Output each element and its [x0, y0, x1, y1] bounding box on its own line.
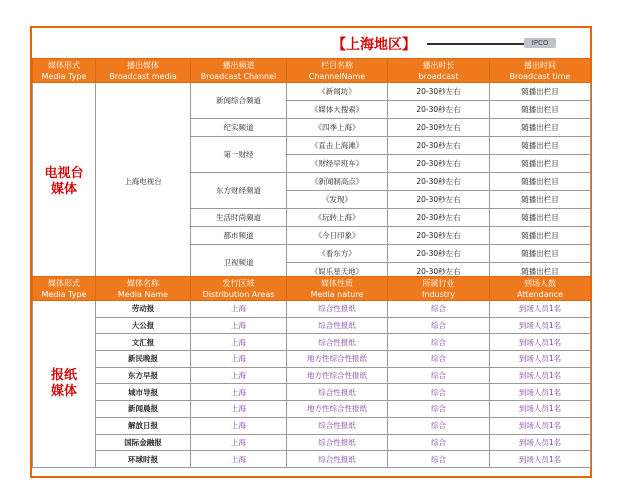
np-name-cell: 国际金融报 — [96, 434, 191, 451]
tv-channel-cell: 生活时尚频道 — [191, 209, 287, 227]
tv-duration-cell: 20-30秒左右 — [388, 173, 490, 191]
tv-time-cell: 随播出栏目 — [490, 155, 591, 173]
newspaper-media-table — [32, 276, 591, 468]
tv-program-cell: 《四季上海》 — [287, 119, 388, 137]
np-header-cell — [96, 277, 191, 301]
tv-duration-cell: 20-30秒左右 — [388, 263, 490, 281]
np-name-cell: 环球时报 — [96, 451, 191, 468]
tv-duration-cell: 20-30秒左右 — [388, 83, 490, 101]
tv-header-cell — [96, 59, 191, 83]
tv-time-cell: 随播出栏目 — [490, 119, 591, 137]
header-label-en: Media nature — [310, 289, 364, 299]
np-table-row — [33, 384, 591, 401]
tv-table-row — [33, 83, 591, 101]
category-label-line: 媒体 — [50, 383, 77, 399]
np-area-cell: 上海 — [191, 367, 287, 384]
tv-header-cell — [33, 59, 96, 83]
tv-channel-cell: 新闻综合频道 — [191, 83, 287, 119]
np-area-cell: 上海 — [191, 317, 287, 334]
tv-channel-cell: 纪实频道 — [191, 119, 287, 137]
tv-time-cell: 随播出栏目 — [490, 137, 591, 155]
np-header-row — [33, 277, 591, 301]
np-name-cell: 新闻晨报 — [96, 401, 191, 418]
np-name-cell: 解放日报 — [96, 417, 191, 434]
tv-time-cell: 随播出栏目 — [490, 263, 591, 281]
tv-time-cell: 随播出栏目 — [490, 227, 591, 245]
np-attendance-cell: 到场人员1名 — [490, 317, 591, 334]
tv-time-cell: 随播出栏目 — [490, 209, 591, 227]
np-name-cell: 新民晚报 — [96, 351, 191, 368]
header-label-en: Industry — [422, 289, 455, 299]
np-nature-cell: 综合性报纸 — [287, 451, 388, 468]
tv-program-cell: 《直击上海滩》 — [287, 137, 388, 155]
tv-category-cell — [33, 83, 96, 281]
header-label-zh: 媒体性质 — [321, 278, 353, 288]
np-table-row — [33, 301, 591, 318]
tv-program-cell: 《娱乐星天地》 — [287, 263, 388, 281]
tv-program-cell: 《发现》 — [287, 191, 388, 209]
np-table-row — [33, 401, 591, 418]
np-name-cell: 城市导报 — [96, 384, 191, 401]
np-nature-cell: 地方性综合性报纸 — [287, 401, 388, 418]
tv-duration-cell: 20-30秒左右 — [388, 137, 490, 155]
np-nature-cell: 综合性报纸 — [287, 301, 388, 318]
np-table-row — [33, 317, 591, 334]
tv-channel-cell: 都市频道 — [191, 227, 287, 245]
tv-header-cell — [287, 59, 388, 83]
np-attendance-cell: 到场人员1名 — [490, 367, 591, 384]
np-area-cell: 上海 — [191, 417, 287, 434]
np-nature-cell: 综合性报纸 — [287, 384, 388, 401]
np-table-row — [33, 451, 591, 468]
np-header-cell — [33, 277, 96, 301]
np-attendance-cell: 到场人员1名 — [490, 451, 591, 468]
tv-channel-cell: 第一财经 — [191, 137, 287, 173]
header-label-en: Distribution Areas — [202, 289, 275, 299]
np-header-cell — [191, 277, 287, 301]
header-label-en: Media Type — [41, 289, 87, 299]
np-industry-cell: 综合 — [388, 301, 490, 318]
tv-program-cell: 《新闻制高点》 — [287, 173, 388, 191]
category-label-line: 电视台 — [44, 165, 84, 181]
np-industry-cell: 综合 — [388, 434, 490, 451]
tv-media-table — [32, 58, 591, 281]
page-title: 【上海地区】 — [332, 37, 416, 53]
np-attendance-cell: 到场人员1名 — [490, 384, 591, 401]
tv-duration-cell: 20-30秒左右 — [388, 245, 490, 263]
tv-time-cell: 随播出栏目 — [490, 173, 591, 191]
np-area-cell: 上海 — [191, 334, 287, 351]
tv-time-cell: 随播出栏目 — [490, 101, 591, 119]
np-attendance-cell: 到场人员1名 — [490, 434, 591, 451]
header-label-zh: 栏目名称 — [321, 60, 353, 70]
tv-duration-cell: 20-30秒左右 — [388, 155, 490, 173]
np-area-cell: 上海 — [191, 434, 287, 451]
tv-header-cell — [490, 59, 591, 83]
header-label-zh: 到场人数 — [524, 278, 556, 288]
np-industry-cell: 综合 — [388, 417, 490, 434]
title-underline — [427, 43, 527, 45]
np-header-cell — [388, 277, 490, 301]
tv-header-cell — [388, 59, 490, 83]
header-label-zh: 媒体名称 — [127, 278, 159, 288]
np-area-cell: 上海 — [191, 401, 287, 418]
header-label-en: Broadcast time — [509, 71, 571, 81]
header-label-zh: 播出媒体 — [127, 60, 159, 70]
np-header-cell — [287, 277, 388, 301]
title-bar — [32, 28, 590, 58]
header-label-en: Media Name — [117, 289, 169, 299]
np-nature-cell: 综合性报纸 — [287, 317, 388, 334]
np-nature-cell: 综合性报纸 — [287, 434, 388, 451]
tv-media-name-cell: 上海电视台 — [96, 83, 191, 281]
tv-channel-cell: 卫视频道 — [191, 245, 287, 281]
np-nature-cell: 地方性综合性报纸 — [287, 351, 388, 368]
np-attendance-cell: 到场人员1名 — [490, 351, 591, 368]
np-industry-cell: 综合 — [388, 334, 490, 351]
np-attendance-cell: 到场人员1名 — [490, 301, 591, 318]
np-area-cell: 上海 — [191, 301, 287, 318]
tv-time-cell: 随播出栏目 — [490, 83, 591, 101]
np-area-cell: 上海 — [191, 384, 287, 401]
np-table-row — [33, 417, 591, 434]
np-table-row — [33, 367, 591, 384]
np-table-row — [33, 351, 591, 368]
header-label-en: Broadcast media — [109, 71, 177, 81]
tv-duration-cell: 20-30秒左右 — [388, 209, 490, 227]
np-name-cell: 劳动报 — [96, 301, 191, 318]
np-nature-cell: 地方性综合性报纸 — [287, 367, 388, 384]
header-label-en: Broadcast Channel — [200, 71, 277, 81]
tv-duration-cell: 20-30秒左右 — [388, 119, 490, 137]
header-label-zh: 播出时间 — [524, 60, 556, 70]
header-label-en: broadcast — [418, 71, 459, 81]
np-name-cell: 大公报 — [96, 317, 191, 334]
header-label-zh: 发行区域 — [222, 278, 255, 288]
tv-header-row — [33, 59, 591, 83]
np-attendance-cell: 到场人员1名 — [490, 334, 591, 351]
np-header-cell — [490, 277, 591, 301]
tv-program-cell: 《玩转上海》 — [287, 209, 388, 227]
document-frame — [30, 26, 592, 478]
tv-header-cell — [191, 59, 287, 83]
tv-program-cell: 《新闻坊》 — [287, 83, 388, 101]
tv-duration-cell: 20-30秒左右 — [388, 227, 490, 245]
np-table-row — [33, 434, 591, 451]
category-label-line: 报纸 — [50, 367, 77, 383]
tv-program-cell: 《财经早班车》 — [287, 155, 388, 173]
np-industry-cell: 综合 — [388, 451, 490, 468]
header-label-zh: 媒体形式 — [48, 60, 80, 70]
np-attendance-cell: 到场人员1名 — [490, 417, 591, 434]
np-name-cell: 东方早报 — [96, 367, 191, 384]
tv-channel-cell: 东方财经频道 — [191, 173, 287, 209]
tv-program-cell: 《媒体大搜索》 — [287, 101, 388, 119]
header-label-en: Media Type — [41, 71, 87, 81]
tv-program-cell: 《今日印象》 — [287, 227, 388, 245]
np-attendance-cell: 到场人员1名 — [490, 401, 591, 418]
tv-program-cell: 《看东方》 — [287, 245, 388, 263]
header-label-en: Attendance — [517, 289, 563, 299]
tv-duration-cell: 20-30秒左右 — [388, 101, 490, 119]
np-area-cell: 上海 — [191, 451, 287, 468]
np-nature-cell: 综合性报纸 — [287, 417, 388, 434]
np-area-cell: 上海 — [191, 351, 287, 368]
np-industry-cell: 综合 — [388, 317, 490, 334]
np-nature-cell: 综合性报纸 — [287, 334, 388, 351]
header-label-en: ChannelName — [308, 71, 366, 81]
np-industry-cell: 综合 — [388, 351, 490, 368]
header-label-zh: 媒体形式 — [48, 278, 80, 288]
np-category-cell — [33, 301, 96, 468]
tv-duration-cell: 20-30秒左右 — [388, 191, 490, 209]
np-industry-cell: 综合 — [388, 367, 490, 384]
category-label-line: 媒体 — [50, 181, 77, 197]
watermark-logo: IPCO — [524, 38, 556, 48]
header-label-zh: 播出时长 — [422, 60, 455, 70]
np-table-row — [33, 334, 591, 351]
tv-time-cell: 随播出栏目 — [490, 191, 591, 209]
np-industry-cell: 综合 — [388, 384, 490, 401]
header-label-zh: 播出频道 — [222, 60, 255, 70]
np-name-cell: 文汇报 — [96, 334, 191, 351]
np-industry-cell: 综合 — [388, 401, 490, 418]
header-label-zh: 所属行业 — [422, 278, 455, 288]
tv-time-cell: 随播出栏目 — [490, 245, 591, 263]
